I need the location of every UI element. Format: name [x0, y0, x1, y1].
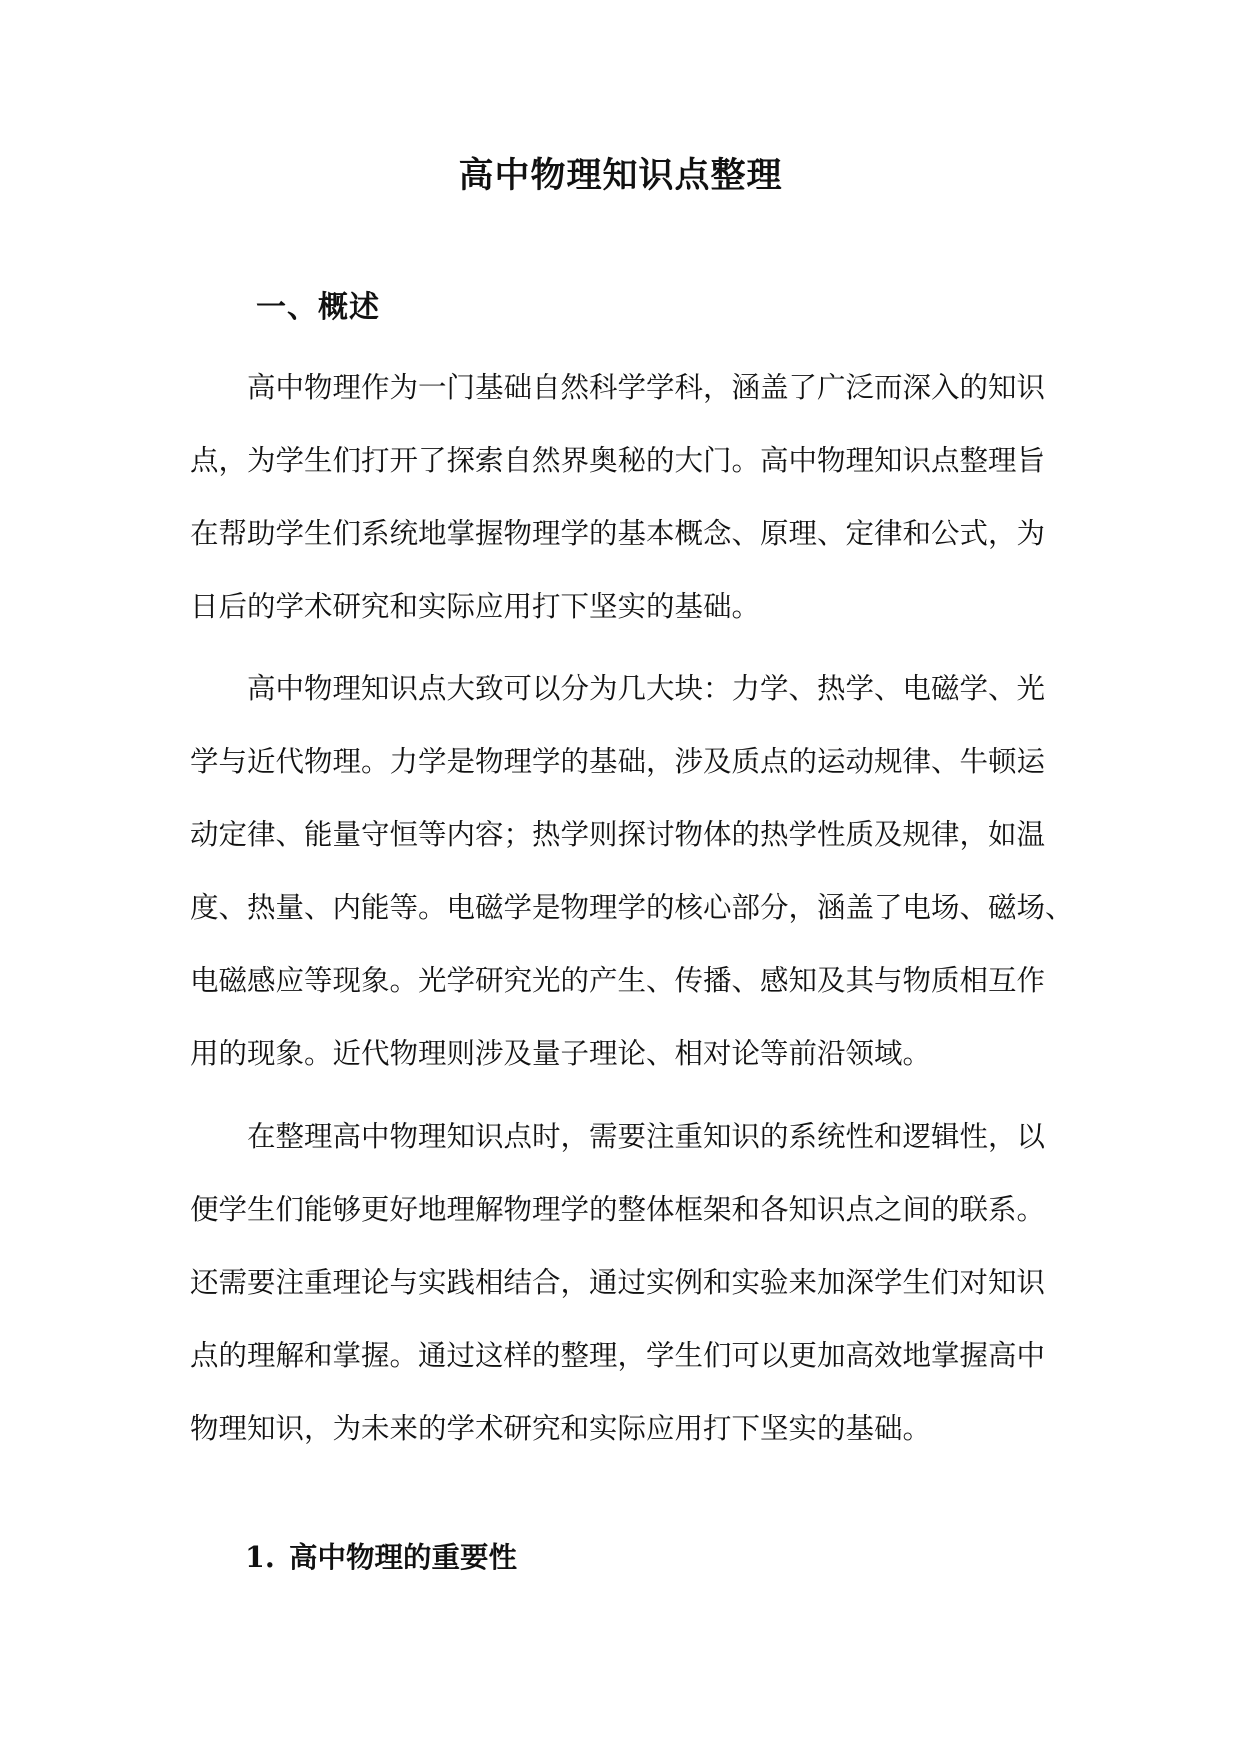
section-heading-overview: 一、概述 — [256, 290, 380, 325]
paragraph-line: 高中物理知识点大致可以分为几大块：力学、热学、电磁学、光 — [247, 672, 1046, 705]
document-title: 高中物理知识点整理 — [458, 155, 783, 196]
paragraph-2 — [190, 652, 1074, 1090]
paragraph-line: 度、热量、内能等。电磁学是物理学的核心部分，涵盖了电场、磁场、 — [190, 891, 1074, 924]
subsection-title: 高中物理的重要性 — [289, 1540, 518, 1574]
paragraph-line: 高中物理作为一门基础自然科学学科，涵盖了广泛而深入的知识 — [247, 371, 1046, 404]
paragraph-1 — [190, 351, 1056, 643]
paragraph-line: 在整理高中物理知识点时，需要注重知识的系统性和逻辑性，以 — [247, 1120, 1046, 1153]
paragraph-line: 用的现象。近代物理则涉及量子理论、相对论等前沿领域。 — [190, 1037, 932, 1070]
paragraph-line: 在帮助学生们系统地掌握物理学的基本概念、原理、定律和公式，为 — [190, 517, 1046, 550]
paragraph-line: 点，为学生们打开了探索自然界奥秘的大门。高中物理知识点整理旨 — [190, 444, 1046, 477]
paragraph-line: 物理知识，为未来的学术研究和实际应用打下坚实的基础。 — [190, 1412, 932, 1445]
subsection-heading — [245, 1535, 517, 1576]
paragraph-line: 点的理解和掌握。通过这样的整理，学生们可以更加高效地掌握高中 — [190, 1339, 1046, 1372]
paragraph-line: 学与近代物理。力学是物理学的基础，涉及质点的运动规律、牛顿运 — [190, 745, 1046, 778]
paragraph-3 — [190, 1100, 1056, 1465]
paragraph-line: 动定律、能量守恒等内容；热学则探讨物体的热学性质及规律，如温 — [190, 818, 1046, 851]
paragraph-line: 日后的学术研究和实际应用打下坚实的基础。 — [190, 590, 761, 623]
paragraph-line: 便学生们能够更好地理解物理学的整体框架和各知识点之间的联系。 — [190, 1193, 1046, 1226]
subsection-number: 1. — [245, 1540, 275, 1574]
paragraph-line: 电磁感应等现象。光学研究光的产生、传播、感知及其与物质相互作 — [190, 964, 1046, 997]
paragraph-line: 还需要注重理论与实践相结合，通过实例和实验来加深学生们对知识 — [190, 1266, 1046, 1299]
